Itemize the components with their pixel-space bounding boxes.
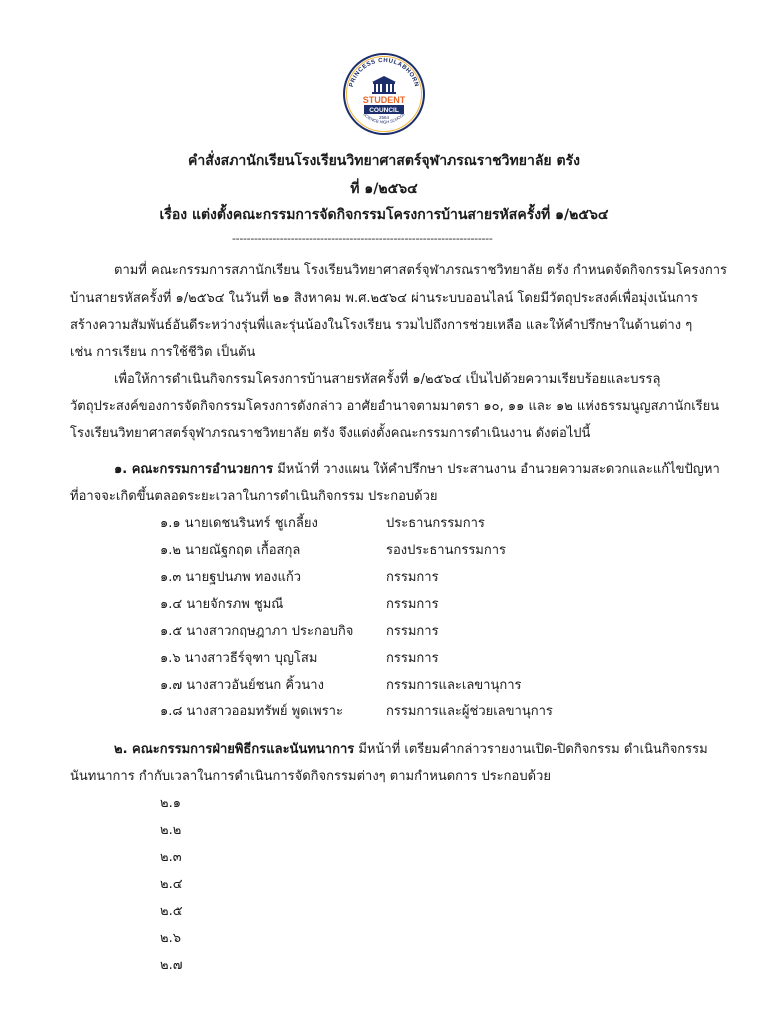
paragraph-1-line-3: สร้างความสัมพันธ์อันดีระหว่างรุ่นพี่และรุ่นน้องในโรงเรียน รวมไปถึงการช่วยเหลือ และให้คำปรึกษาในด้านต่าง ๆ <box>70 318 693 333</box>
paragraph-1-line-2: บ้านสายรหัสครั้งที่ ๑/๒๕๖๔ ในวันที่ ๒๑ สิงหาคม พ.ศ.๒๕๖๔ ผ่านระบบออนไลน์ โดยมีวัตถุประสงค์เพื่อมุ่งเน้นการ <box>70 291 698 306</box>
student-council-logo <box>342 52 426 136</box>
member-name: ๑.๘ นางสาวออมทรัพย์ พูดเพราะ <box>160 704 343 719</box>
section-2-heading: ๒. คณะกรรมการฝ่ายพิธีกรและนันทนาการ <box>114 742 355 757</box>
section-1-line-2: ที่อาจจะเกิดขึ้นตลอดระยะเวลาในการดำเนินกิจกรรม ประกอบด้วย <box>70 489 438 504</box>
paragraph-2-line-3: โรงเรียนวิทยาศาสตร์จุฬาภรณราชวิทยาลัย ตรัง จึงแต่งตั้งคณะกรรมการดำเนินงาน ดังต่อไปนี้ <box>70 426 591 441</box>
section-1-duty: มีหน้าที่ วางแผน ให้คำปรึกษา ประสานงาน อำนวยความสะดวกและแก้ไขปัญหา <box>273 462 720 477</box>
list-item-number: ๒.๓ <box>160 850 182 865</box>
separator-line: ----------------------------------------------------------------------- <box>232 232 493 245</box>
list-item-number: ๒.๒ <box>160 823 182 838</box>
logo-arc-text: PRINCESS CHULABHORN <box>348 57 420 88</box>
section-2-line-1 <box>114 738 708 759</box>
list-item-number: ๒.๖ <box>160 931 181 946</box>
member-name: ๑.๑ นายเดชนรินทร์ ชูเกลี้ยง <box>160 516 318 531</box>
order-title: คำสั่งสภานักเรียนโรงเรียนวิทยาศาสตร์จุฬาภรณราชวิทยาลัย ตรัง <box>188 153 580 169</box>
paragraph-1-line-1: ตามที่ คณะกรรมการสภานักเรียน โรงเรียนวิทยาศาสตร์จุฬาภรณราชวิทยาลัย ตรัง กำหนดจัดกิจกรรมโครงการ <box>114 263 727 278</box>
member-name: ๑.๗ นางสาวอันย์ชนก คิ้วนาง <box>160 678 324 693</box>
section-1-heading: ๑. คณะกรรมการอำนวยการ <box>114 462 274 477</box>
order-number: ที่ ๑/๒๕๖๔ <box>350 181 418 197</box>
member-name: ๑.๔ นายจักรภพ ชูมณี <box>160 597 284 612</box>
member-role: กรรมการ <box>386 624 439 639</box>
order-subject: เรื่อง แต่งตั้งคณะกรรมการจัดกิจกรรมโครงการบ้านสายรหัสครั้งที่ ๑/๒๕๖๔ <box>159 207 609 223</box>
member-name: ๑.๒ นายณัฐกฤต เกื้อสกุล <box>160 543 301 558</box>
member-name: ๑.๖ นางสาวธีร์จุฑา บุญโสม <box>160 651 318 666</box>
paragraph-2-line-2: วัตถุประสงค์ของการจัดกิจกรรมโครงการดังกล่าว อาศัยอำนาจตามมาตรา ๑๐, ๑๑ และ ๑๒ แห่งธรรมนูญสภานักเรียน <box>70 399 720 414</box>
member-role: ประธานกรรมการ <box>386 516 485 531</box>
list-item-number: ๒.๑ <box>160 796 181 811</box>
member-name: ๑.๓ นายฐปนภพ ทองแก้ว <box>160 570 302 585</box>
logo-year: 2564 <box>378 115 390 120</box>
list-item-number: ๒.๗ <box>160 958 183 973</box>
member-role: กรรมการ <box>386 651 439 666</box>
paragraph-1-line-4: เช่น การเรียน การใช้ชีวิต เป็นต้น <box>70 345 256 360</box>
member-role: กรรมการและผู้ช่วยเลขานุการ <box>386 704 553 719</box>
member-role: กรรมการ <box>386 597 439 612</box>
section-2-line-2: นันทนาการ กำกับเวลาในการดำเนินการจัดกิจกรรมต่างๆ ตามกำหนดการ ประกอบด้วย <box>70 769 551 784</box>
member-role: กรรมการและเลขานุการ <box>386 678 522 693</box>
member-role: รองประธานกรรมการ <box>386 543 507 558</box>
logo-title: STUDENT <box>362 95 406 105</box>
member-name: ๑.๕ นางสาวกฤษฎาภา ประกอบกิจ <box>160 624 354 639</box>
logo-subtitle: COUNCIL <box>369 107 399 114</box>
list-item-number: ๒.๔ <box>160 877 183 892</box>
paragraph-2-line-1: เพื่อให้การดำเนินกิจกรรมโครงการบ้านสายรหัสครั้งที่ ๑/๒๕๖๔ เป็นไปด้วยความเรียบร้อยและบรรลุ <box>114 372 661 387</box>
section-1-line-1 <box>114 458 720 479</box>
member-role: กรรมการ <box>386 570 439 585</box>
logo-bottom-arc: SCIENCE HIGH SCHOOL <box>362 111 406 125</box>
section-2-duty: มีหน้าที่ เตรียมคำกล่าวรายงานเปิด-ปิดกิจกรรม ดำเนินกิจกรรม <box>354 742 708 757</box>
list-item-number: ๒.๕ <box>160 904 183 919</box>
